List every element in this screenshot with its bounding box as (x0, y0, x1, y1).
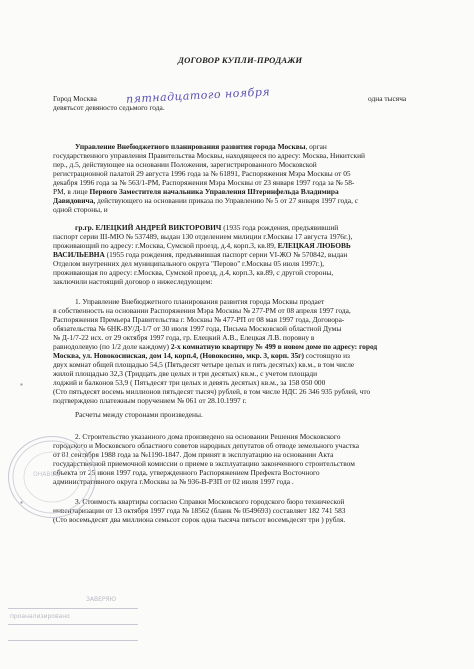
stamp-divider (8, 640, 138, 641)
section1-line5: № Д-1/7-22 исх. от 29 октября 1997 года, гр. Елецкий А.В., Елецкая Л.В. поровну в (53, 333, 315, 342)
margin-mark-icon: ▪ (20, 380, 23, 389)
section1-line8: двух комнат общей площадью 54,5 (Пятьдесят четыре целых и пять десятых) кв.м., в том числе (53, 360, 355, 369)
section1-line9: жилой площадью 32,3 (Тридцать две целых и три десятых) кв.м., с учетом площади (53, 369, 318, 378)
party1-representative: Первого Заместителя начальника Управления Штеринфельда Владимира (89, 187, 339, 196)
party1-line8: одной стороны, и (53, 205, 108, 214)
stamp-divider (8, 624, 138, 625)
section2-line2: городского и Московского областного советов народных депутатов об отводе земельного участка (53, 441, 360, 450)
party2-line5: Отделом внутренних дел муниципального округа "Перово" г.Москвы 05 июля 1997г.), (53, 259, 325, 268)
party2-prefix: гр.гр. (75, 223, 96, 232)
section3-line2: инвентаризации от 13 октября 1997 года № 18562 (бланк № 0549693) составляет 182 741 583 (53, 506, 346, 515)
party2-line6: проживающая по адресу: г.Москва, Сумской проезд, д.4, корп.3, кв.89, с другой стороны, (53, 268, 334, 277)
section2-line1: 2. Строительство указанного дома произведено на основании Решения Московского (75, 432, 341, 441)
party2-line3 (53, 241, 351, 250)
section3-line1: 3. Стоимость квартиры согласно Справки Московского городского бюро технической (75, 497, 345, 506)
section1-line6 (53, 342, 377, 351)
section1-line11: (Сто пятьдесят восемь миллионов пятьдесят тысяч) рублей, в том числе НДС 26 346 935 рублей, что (53, 387, 371, 396)
section1-line7-end: состоящую из (303, 351, 350, 360)
bottom-stamp-note: проанализировано (10, 613, 70, 620)
bottom-stamp (8, 596, 138, 651)
party1-line1 (75, 142, 327, 151)
document-title: ДОГОВОР КУПЛИ-ПРОДАЖИ (178, 55, 303, 65)
section1-line3: Распоряжения Премьера Правительства г. Москвы № 477-РП от 08 мая 1997 года, Договора- (53, 315, 345, 324)
stamp-divider (8, 608, 138, 609)
section2-line6: административного округа г.Москвы за № 936-В-РЗП от 02 июля 1997 года . (53, 477, 294, 486)
party1-line1-end: , орган (305, 142, 327, 151)
city-label: Город Москва (53, 94, 97, 103)
party1-org-name: Управление Внебюджетного планирования развития города Москвы (75, 142, 306, 151)
party1-line6 (53, 187, 339, 196)
section1-line7 (53, 351, 350, 360)
buyer2-patronymic: ВАСИЛЬЕВНА (53, 250, 105, 259)
party2-line4 (53, 250, 347, 259)
section1-line2: в собственность на основании Распоряжения Мэра Москвы № 277-РМ от 08 апреля 1997 года, (53, 306, 351, 315)
section1-line6-start: равнодолевую (по 1/2 доле каждому) (53, 342, 171, 351)
party1-line3: пер., д.5, действующее на основании Положения, зарегистрированного Московской (53, 160, 317, 169)
handwritten-date: пятнадцатого ноября (125, 85, 271, 106)
section1-line10: лоджий и балконов 53,9 ( Пятьдесят три целых и девять десятых) кв.м., за 158 050 000 (53, 378, 326, 387)
party1-line5: декабря 1996 года за № 563/1-РМ, Распоряжения Мэра Москвы от 23 января 1997 года за № 58- (53, 178, 355, 187)
buyer1-name: ЕЛЕЦКИЙ АНДРЕЙ ВИКТОРОВИЧ (95, 223, 222, 232)
party2-line3-start: проживающий по адресу: г.Москва, Сумской проезд, д.4, корп.3, кв.89, (53, 241, 278, 250)
party1-line6-start: РМ, в лице (53, 187, 90, 196)
party1-line7-end: действующего на основании приказа по Управлению № 5 от 27 января 1997 года, с (95, 196, 359, 205)
party2-line4-end: (1955 года рождения, предъявившая паспорт серии VI-ЖО № 570842, выдан (104, 250, 348, 259)
party2-line1-end: (1935 года рождения, предъявивший (221, 223, 339, 232)
section1-line1: 1. Управление Внебюджетного планирования развития города Москвы продает (75, 297, 325, 306)
bottom-stamp-label: ЗАВЕРЯЮ (86, 596, 117, 603)
party2-line2: паспорт серии III-МЮ № 537489, выдан 130 отделением милиции г.Москвы 17 августа 1976г.), (53, 232, 353, 241)
party1-representative-patronymic: Давидовича, (53, 196, 96, 205)
section2-line5: объекта от 25 июня 1997 года, утвержденного Распоряжением Префекта Восточного (53, 468, 320, 477)
party2-line7: заключили настоящий договор о нижеследующем: (53, 277, 213, 286)
section1-line12: подтверждено платежным поручением № 061 от 28.10.1997 г. (53, 396, 247, 405)
apartment-description: 2-х комнатную квартиру № 499 в новом доме по адресу: город (170, 342, 378, 351)
section3-line3: (Сто восемьдесят два миллиона семьсот сорок одна тысяча пятьсот восемьдесят три ) рубля. (53, 515, 346, 524)
section2-line3: от 01 сентября 1988 года за №1190-1847. Дом принят в эксплуатацию на основании Акта (53, 450, 334, 459)
date-line2: девятьсот девяносто седьмого года. (53, 103, 165, 112)
party1-line4: регистрационной палатой 29 августа 1996 года за № 61891, Распоряжения Мэра Москвы от 05 (53, 169, 351, 178)
apartment-address: Москва, ул. Новокосинская, дом 14, корп.4, (Новокосино, мкр. 3, корп. 35г) (53, 351, 304, 360)
section2-line4: государственной приемочной комиссии о приеме в эксплуатацию законченного строительством (53, 459, 355, 468)
buyer2-name: ЕЛЕЦКАЯ ЛЮБОВЬ (277, 241, 351, 250)
party2-line1 (75, 223, 338, 232)
party1-line2: государственного управления Правительства Москвы, находящееся по адресу: Москва, Никитский (53, 151, 365, 160)
stamp-text: ОНАВОЦ (33, 471, 60, 478)
margin-mark-icon: ▪ (20, 498, 23, 507)
party1-line7 (53, 196, 358, 205)
section1-line13: Расчеты между сторонами произведены. (75, 410, 203, 419)
section1-line4: обязательства № 6НК-8У/Д-1/7 от 30 июля 1997 года, Письма Московской областной Думы (53, 324, 342, 333)
date-line-end: одна тысяча (368, 94, 407, 103)
